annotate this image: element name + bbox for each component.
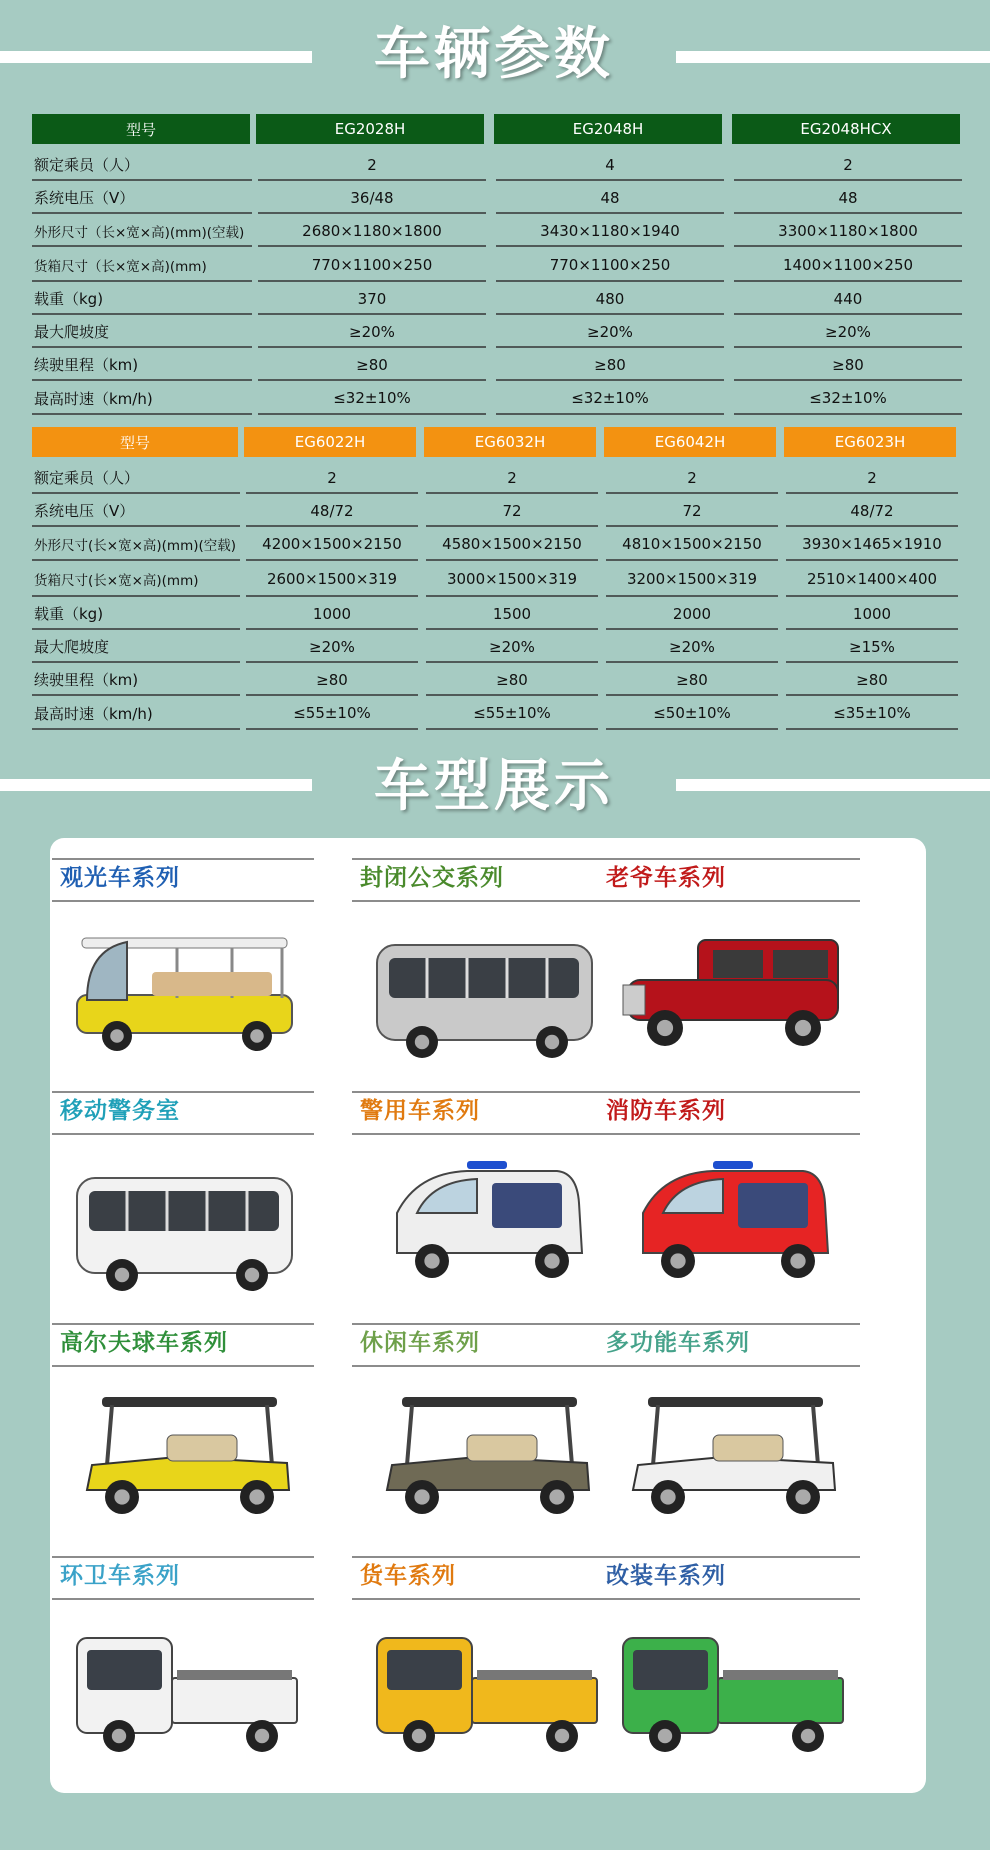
vehicle-series-title: 移动警务室 [60, 1098, 180, 1124]
row-value: 1000 [246, 597, 418, 630]
table-row [32, 282, 962, 315]
row-label: 额定乘员（人） [32, 461, 240, 494]
vehicle-series-title: 警用车系列 [360, 1098, 480, 1124]
table-row [32, 381, 962, 415]
card-divider [598, 1133, 860, 1135]
row-value: 2 [426, 461, 598, 494]
row-value: ≥80 [786, 663, 958, 696]
vehicle-image [357, 1143, 617, 1293]
row-value: 770×1100×250 [496, 247, 724, 282]
row-value: 4580×1500×2150 [426, 527, 598, 561]
row-value: ≥80 [246, 663, 418, 696]
row-label: 额定乘员（人） [32, 148, 252, 181]
header-model-code: EG6022H [244, 427, 416, 457]
row-value: 3930×1465×1910 [786, 527, 958, 561]
row-value: 2 [606, 461, 778, 494]
vehicle-image [57, 910, 317, 1060]
row-value: ≤35±10% [786, 696, 958, 730]
row-value: 4200×1500×2150 [246, 527, 418, 561]
header-model-code: EG2028H [256, 114, 484, 144]
card-divider [352, 900, 614, 902]
row-label: 最大爬坡度 [32, 315, 252, 348]
vehicle-series-title: 消防车系列 [606, 1098, 726, 1124]
card-divider [52, 1598, 314, 1600]
vehicle-image [357, 910, 617, 1060]
row-value: 1500 [426, 597, 598, 630]
vehicle-series-title: 环卫车系列 [60, 1563, 180, 1589]
spec-table-2 [32, 427, 962, 730]
table-row [32, 561, 962, 597]
vehicle-card[interactable] [598, 1556, 868, 1791]
vehicle-image [603, 1143, 863, 1293]
header-model-label: 型号 [32, 427, 238, 457]
row-value: ≤55±10% [246, 696, 418, 730]
card-divider [52, 1133, 314, 1135]
vehicle-image [603, 1375, 863, 1525]
row-value: 3000×1500×319 [426, 561, 598, 597]
vehicle-image [603, 910, 863, 1060]
row-value: 48/72 [786, 494, 958, 527]
table-row [32, 663, 962, 696]
vehicle-image [357, 1375, 617, 1525]
row-value: 3300×1180×1800 [734, 214, 962, 247]
row-value: 2 [258, 148, 486, 181]
row-value: 2680×1180×1800 [258, 214, 486, 247]
header-model-code: EG2048H [494, 114, 722, 144]
row-value: ≥80 [606, 663, 778, 696]
vehicle-series-title: 观光车系列 [60, 865, 180, 891]
row-label: 外形尺寸(长×宽×高)(mm)(空载) [32, 527, 240, 561]
vehicle-image [57, 1143, 317, 1293]
row-value: 2000 [606, 597, 778, 630]
card-divider [598, 1365, 860, 1367]
row-label: 续驶里程（km) [32, 348, 252, 381]
row-value: ≤32±10% [734, 381, 962, 415]
row-value: 48 [734, 181, 962, 214]
vehicle-series-title: 休闲车系列 [360, 1330, 480, 1356]
table-row [32, 247, 962, 282]
row-value: 480 [496, 282, 724, 315]
row-value: ≤50±10% [606, 696, 778, 730]
card-divider [598, 1598, 860, 1600]
row-value: ≥20% [606, 630, 778, 663]
row-label: 货箱尺寸（长×宽×高)(mm) [32, 247, 252, 282]
row-label: 系统电压（V） [32, 494, 240, 527]
table-row [32, 214, 962, 247]
header-model-code: EG6023H [784, 427, 956, 457]
card-divider [352, 1598, 614, 1600]
card-divider [52, 1365, 314, 1367]
row-value: 3430×1180×1940 [496, 214, 724, 247]
vehicle-card[interactable] [352, 1556, 622, 1791]
row-value: 2 [246, 461, 418, 494]
vehicle-card[interactable] [52, 1323, 322, 1558]
header-model-code: EG2048HCX [732, 114, 960, 144]
row-value: 2 [734, 148, 962, 181]
row-label: 货箱尺寸(长×宽×高)(mm) [32, 561, 240, 597]
table-row [32, 630, 962, 663]
section-header-params [0, 20, 990, 90]
row-value: 72 [606, 494, 778, 527]
vehicle-series-title: 高尔夫球车系列 [60, 1330, 228, 1356]
row-value: ≥20% [496, 315, 724, 348]
row-value: ≥20% [426, 630, 598, 663]
row-value: ≥20% [734, 315, 962, 348]
row-value: ≥80 [734, 348, 962, 381]
row-value: ≥80 [496, 348, 724, 381]
vehicle-card[interactable] [598, 1091, 868, 1326]
row-value: 2 [786, 461, 958, 494]
row-value: 440 [734, 282, 962, 315]
vehicle-series-title: 货车系列 [360, 1563, 456, 1589]
vehicle-series-title: 多功能车系列 [606, 1330, 750, 1356]
table-header-row [32, 114, 962, 144]
header-model-code: EG6042H [604, 427, 776, 457]
row-value: 48 [496, 181, 724, 214]
vehicle-series-title: 老爷车系列 [606, 865, 726, 891]
vehicle-image [603, 1608, 863, 1758]
section-title: 车型展示 [374, 754, 614, 819]
row-label: 外形尺寸（长×宽×高)(mm)(空载) [32, 214, 252, 247]
vehicle-series-title: 封闭公交系列 [360, 865, 504, 891]
header-divider-left [0, 779, 312, 791]
section-header-models [0, 752, 990, 822]
row-value: ≥20% [258, 315, 486, 348]
header-divider-left [0, 51, 312, 63]
table-row [32, 148, 962, 181]
row-value: ≥80 [426, 663, 598, 696]
header-model-label: 型号 [32, 114, 250, 144]
vehicle-card[interactable] [52, 1091, 322, 1326]
row-label: 最高时速（km/h) [32, 381, 252, 415]
row-value: 2510×1400×400 [786, 561, 958, 597]
table-row [32, 597, 962, 630]
vehicle-series-title: 改装车系列 [606, 1563, 726, 1589]
row-value: 4810×1500×2150 [606, 527, 778, 561]
card-divider [352, 1133, 614, 1135]
vehicle-card[interactable] [352, 858, 622, 1093]
table-row [32, 348, 962, 381]
row-value: 72 [426, 494, 598, 527]
row-value: 4 [496, 148, 724, 181]
vehicle-card[interactable] [598, 858, 868, 1093]
vehicle-card[interactable] [352, 1323, 622, 1558]
header-divider-right [676, 51, 990, 63]
row-value: 1400×1100×250 [734, 247, 962, 282]
row-value: 370 [258, 282, 486, 315]
spec-table-1 [32, 114, 962, 415]
row-label: 最大爬坡度 [32, 630, 240, 663]
card-divider [352, 1365, 614, 1367]
table-row [32, 494, 962, 527]
row-value: 2600×1500×319 [246, 561, 418, 597]
row-value: ≤55±10% [426, 696, 598, 730]
table-row [32, 181, 962, 214]
row-label: 载重（kg) [32, 282, 252, 315]
row-value: 36/48 [258, 181, 486, 214]
vehicle-image [57, 1608, 317, 1758]
vehicle-showcase-panel [50, 838, 926, 1793]
row-value: ≥20% [246, 630, 418, 663]
vehicle-image [357, 1608, 617, 1758]
row-value: ≥15% [786, 630, 958, 663]
row-value: 48/72 [246, 494, 418, 527]
card-divider [598, 900, 860, 902]
vehicle-card[interactable] [52, 1556, 322, 1791]
table-row [32, 696, 962, 730]
table-row [32, 315, 962, 348]
row-value: ≤32±10% [258, 381, 486, 415]
row-value: 3200×1500×319 [606, 561, 778, 597]
row-label: 续驶里程（km) [32, 663, 240, 696]
row-value: 770×1100×250 [258, 247, 486, 282]
row-value: ≥80 [258, 348, 486, 381]
table-row [32, 461, 962, 494]
table-header-row [32, 427, 962, 457]
row-label: 载重（kg) [32, 597, 240, 630]
vehicle-card[interactable] [52, 858, 322, 1093]
header-divider-right [676, 779, 990, 791]
card-divider [52, 900, 314, 902]
row-label: 最高时速（km/h) [32, 696, 240, 730]
vehicle-card[interactable] [598, 1323, 868, 1558]
row-value: 1000 [786, 597, 958, 630]
vehicle-card[interactable] [352, 1091, 622, 1326]
row-value: ≤32±10% [496, 381, 724, 415]
vehicle-image [57, 1375, 317, 1525]
table-row [32, 527, 962, 561]
row-label: 系统电压（V） [32, 181, 252, 214]
section-title: 车辆参数 [374, 22, 614, 87]
header-model-code: EG6032H [424, 427, 596, 457]
